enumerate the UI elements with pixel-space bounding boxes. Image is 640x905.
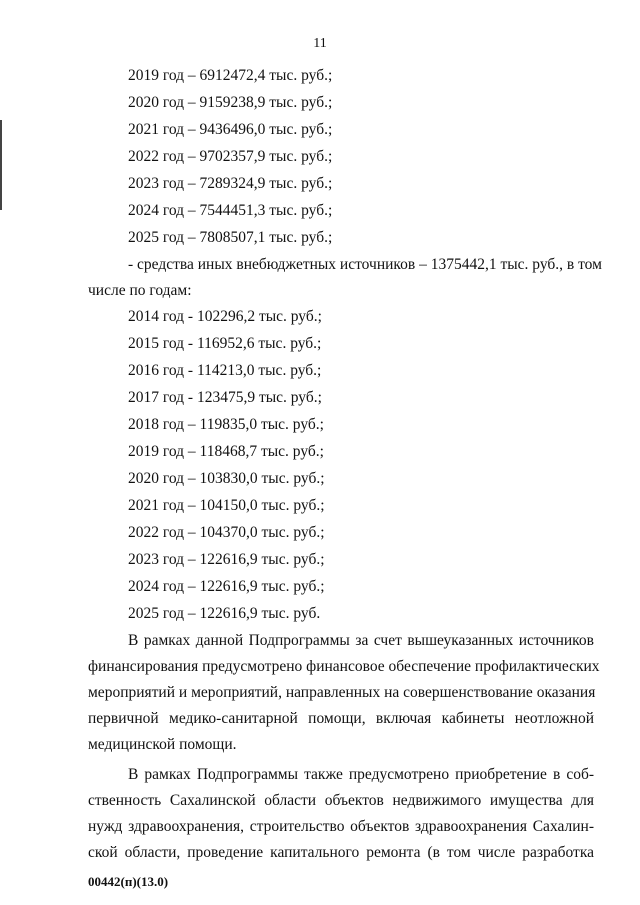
list-item: 2020 год – 103830,0 тыс. руб.; [128, 470, 325, 487]
paragraph-line: В рамках данной Подпрограммы за счет вышеуказанных источников [128, 632, 594, 649]
list-item: 2016 год - 114213,0 тыс. руб.; [128, 362, 322, 379]
page-number: 11 [313, 36, 327, 51]
list-item: 2024 год – 7544451,3 тыс. руб.; [128, 202, 333, 219]
list-item: 2018 год – 119835,0 тыс. руб.; [128, 416, 324, 433]
paragraph-line: медицинской помощи. [88, 736, 237, 753]
list-item: 2025 год – 7808507,1 тыс. руб.; [128, 229, 333, 246]
funding-intro-line: числе по годам: [88, 282, 192, 299]
list-item: 2023 год – 7289324,9 тыс. руб.; [128, 175, 333, 192]
document-code: 00442(п)(13.0) [88, 874, 169, 889]
funding-intro-line: - средства иных внебюджетных источников – 1375442,1 тыс. руб., в том [128, 256, 602, 273]
list-item: 2019 год – 6912472,4 тыс. руб.; [128, 67, 333, 84]
list-item: 2022 год – 9702357,9 тыс. руб.; [128, 148, 333, 165]
list-item: 2021 год – 104150,0 тыс. руб.; [128, 497, 325, 514]
list-item: 2023 год – 122616,9 тыс. руб.; [128, 551, 325, 568]
paragraph-line: финансирования предусмотрено финансовое обеспечение профилактических [88, 658, 600, 675]
list-item: 2024 год – 122616,9 тыс. руб.; [128, 578, 325, 595]
paragraph-line: ственность Сахалинской области объектов недвижимого имущества для [88, 792, 594, 809]
list-item: 2014 год - 102296,2 тыс. руб.; [128, 308, 322, 325]
list-item: 2021 год – 9436496,0 тыс. руб.; [128, 121, 333, 138]
paragraph-line: мероприятий и мероприятий, направленных на совершенствование оказания [88, 684, 596, 701]
scan-edge-mark [0, 120, 2, 210]
list-item: 2019 год – 118468,7 тыс. руб.; [128, 443, 324, 460]
paragraph-line: первичной медико-санитарной помощи, включая кабинеты неотложной [88, 710, 594, 727]
paragraph-line: ской области, проведение капитального ремонта (в том числе разработка [88, 844, 594, 861]
paragraph-line: В рамках Подпрограммы также предусмотрено приобретение в соб- [128, 766, 594, 783]
paragraph-line: нужд здравоохранения, строительство объектов здравоохранения Сахалин- [88, 818, 594, 835]
list-item: 2025 год – 122616,9 тыс. руб. [128, 605, 321, 622]
list-item: 2015 год - 116952,6 тыс. руб.; [128, 335, 322, 352]
list-item: 2020 год – 9159238,9 тыс. руб.; [128, 94, 333, 111]
list-item: 2022 год – 104370,0 тыс. руб.; [128, 524, 325, 541]
list-item: 2017 год - 123475,9 тыс. руб.; [128, 389, 322, 406]
